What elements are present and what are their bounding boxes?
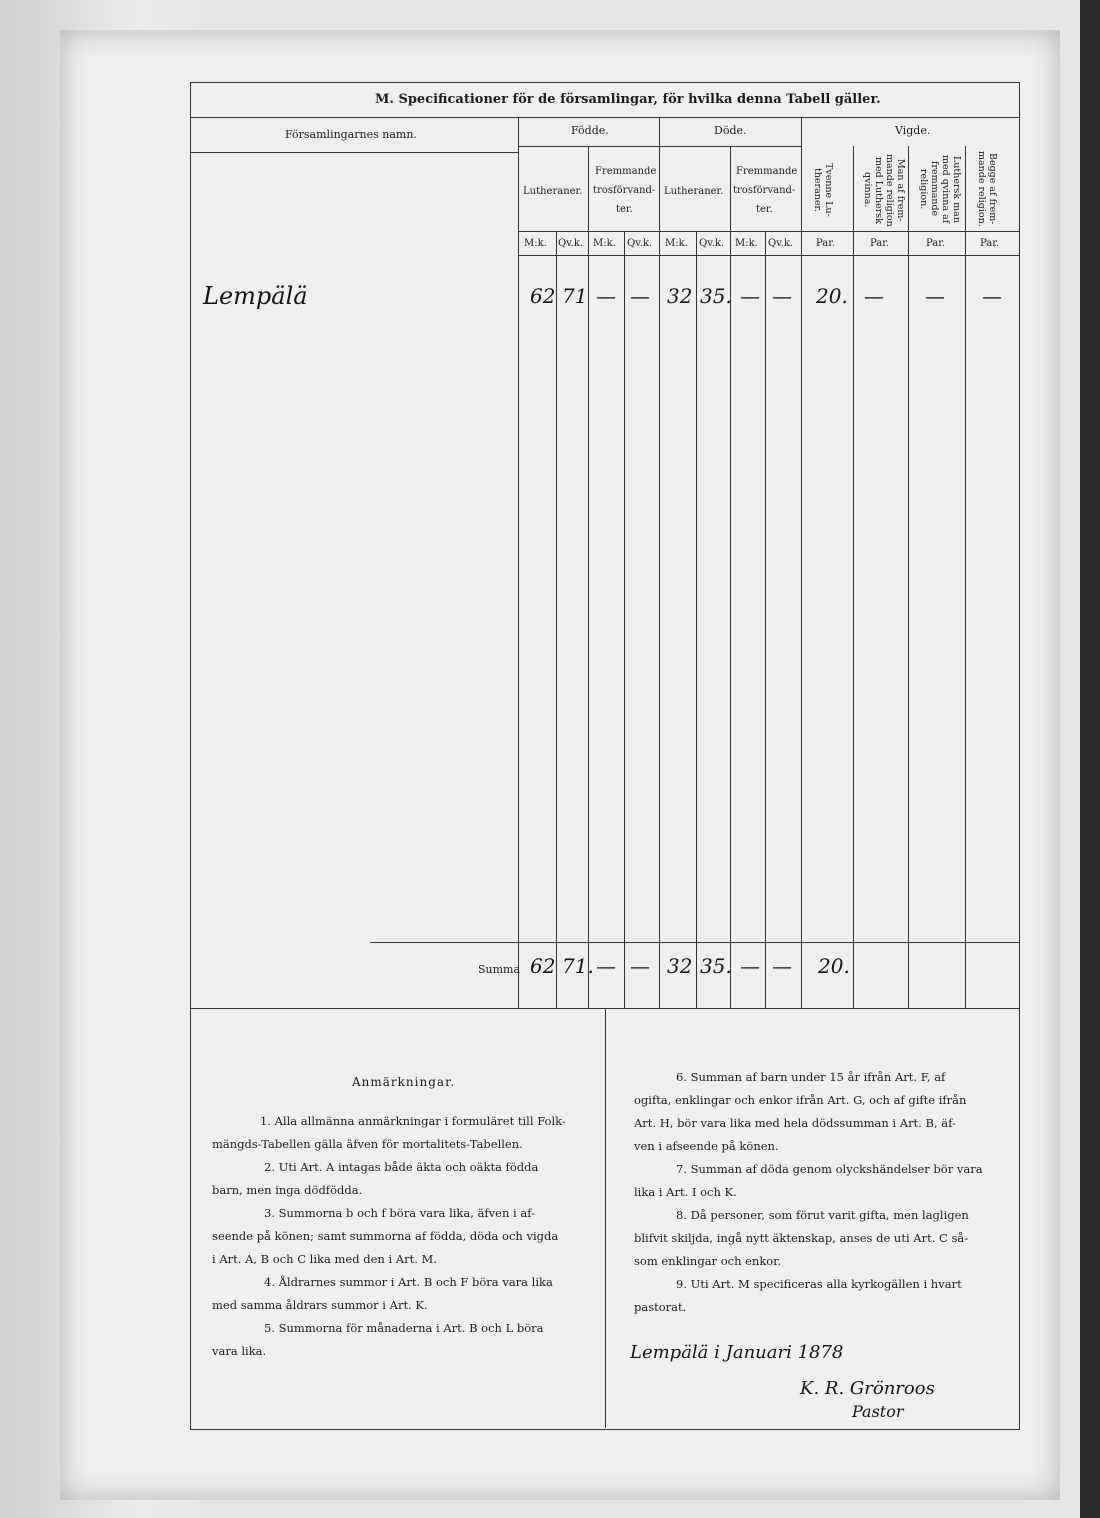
summa-dead-frem-qvk: — [772, 954, 792, 978]
remark-line: mängds-Tabellen gälla äfven för mortalitets-Tabellen. [212, 1137, 523, 1151]
dead-fremmande-header: Fremmande [736, 166, 798, 177]
remark-line: 3. Summorna b och f böra vara lika, äfven i af- [264, 1206, 535, 1220]
born-luth-mk-header: M:k. [524, 238, 547, 249]
born-luth-qvk-header: Qv.k. [558, 238, 584, 249]
rule-born-dead-header [519, 146, 802, 147]
col-line [853, 146, 854, 1008]
table-heading: M. Specificationer för de församlingar, för hvilka denna Tabell gäller. [375, 92, 881, 107]
dead-frem-qvk-cell: — [772, 284, 792, 308]
born-frem-mk-header: M:k. [593, 238, 616, 249]
remark-line: vara lika. [212, 1344, 267, 1358]
dead-frem-mk-cell: — [740, 284, 760, 308]
remark-line: ven i afseende på könen. [634, 1139, 779, 1153]
rule-below-heading [191, 117, 1019, 118]
parish-name-header: Församlingarnes namn. [285, 128, 417, 141]
remarks-divider [605, 1008, 606, 1428]
born-header: Födde. [571, 124, 609, 137]
married-foreign-man-header: Man af frem-mande religion med Luthersk qvinna. [862, 153, 906, 227]
remark-line: 9. Uti Art. M specificeras alla kyrkogällen i hvart [676, 1277, 962, 1291]
dead-luth-qvk-header: Qv.k. [699, 238, 725, 249]
remarks-left [212, 1110, 592, 1363]
remark-line: med samma åldrars summor i Art. K. [212, 1298, 428, 1312]
remark-line: 5. Summorna för månaderna i Art. B och L böra [264, 1321, 544, 1335]
born-frem-qvk-cell: — [630, 284, 650, 308]
col-line [659, 117, 660, 1008]
remark-line: lika i Art. I och K. [634, 1185, 737, 1199]
parish-name-cell: Lempälä [203, 282, 308, 310]
col-line [588, 146, 589, 1008]
col-line [801, 117, 802, 1008]
rule-parish-header [191, 152, 519, 153]
married-foreign-man-cell: — [864, 284, 884, 308]
born-frem-mk-cell: — [596, 284, 616, 308]
born-frem-qvk-header: Qv.k. [627, 238, 653, 249]
remarks-right [634, 1066, 1004, 1319]
remark-line: seende på könen; samt summorna af födda, döda och vigda [212, 1229, 559, 1243]
married-par-header: Par. [870, 238, 890, 249]
dead-ter-header: ter. [756, 204, 773, 215]
born-lutheraner-header: Lutheraner. [523, 186, 583, 197]
remark-line: ogifta, enklingar och enkor ifrån Art. G, och af gifte ifrån [634, 1093, 967, 1107]
summa-born-frem-mk: — [596, 954, 616, 978]
remark-line: blifvit skiljda, ingå nytt äktenskap, anses de uti Art. C så- [634, 1231, 969, 1245]
married-both-foreign-cell: — [982, 284, 1002, 308]
col-line [730, 146, 731, 1008]
married-both-foreign-header: Begge af frem-mande religion. [976, 151, 998, 227]
married-lutheran-pair-cell: 20. [816, 284, 848, 308]
dead-frem-qvk-header: Qv.k. [768, 238, 794, 249]
born-trosforvand-header: trosförvand- [593, 185, 656, 196]
summa-married-lutheran-pair: 20. [818, 954, 850, 978]
signature-place-date: Lempälä i Januari 1878 [630, 1342, 844, 1363]
col-line [765, 231, 766, 1008]
dead-lutheraner-header: Lutheraner. [664, 186, 724, 197]
remark-line: som enklingar och enkor. [634, 1254, 782, 1268]
dead-trosforvand-header: trosförvand- [733, 185, 796, 196]
remark-line: i Art. A, B och C lika med den i Art. M. [212, 1252, 437, 1266]
summa-born-frem-qvk: — [630, 954, 650, 978]
col-line [518, 117, 519, 1008]
married-lutheran-man-header: Luthersk man med qvinna af fremmande religion. [918, 154, 962, 224]
summa-dead-luth-mk: 32 [667, 954, 693, 978]
remark-line: 4. Åldrarnes summor i Art. B och F böra vara lika [264, 1275, 553, 1289]
dead-luth-mk-header: M:k. [665, 238, 688, 249]
remark-line: 2. Uti Art. A intagas både äkta och oäkta födda [264, 1160, 539, 1174]
married-header: Vigde. [895, 124, 931, 137]
remark-line: 6. Summan af barn under 15 år ifrån Art. F, af [676, 1070, 946, 1084]
col-line [908, 146, 909, 1008]
remarks-title: Anmärkningar. [352, 1075, 456, 1089]
col-line [965, 146, 966, 1008]
remark-line: 1. Alla allmänna anmärkningar i formuläret till Folk- [260, 1114, 566, 1128]
remark-line: 7. Summan af döda genom olyckshändelser bör vara [676, 1162, 983, 1176]
signature-title: Pastor [852, 1402, 904, 1421]
summa-label: Summa [478, 963, 521, 976]
rule-summa [370, 942, 1019, 943]
summa-dead-frem-mk: — [740, 954, 760, 978]
remark-line: Art. H, bör vara lika med hela dödssumman i Art. B, äf- [634, 1116, 956, 1130]
summa-born-luth-qvk: 71. [562, 954, 594, 978]
born-luth-mk-cell: 62 [530, 284, 556, 308]
born-ter-header: ter. [616, 204, 633, 215]
rule-subheader [519, 231, 1019, 232]
col-line [624, 231, 625, 1008]
born-fremmande-header: Fremmande [595, 166, 657, 177]
summa-born-luth-mk: 62 [530, 954, 556, 978]
rule-mk-qvk [519, 255, 1019, 256]
dead-luth-qvk-cell: 35. [700, 284, 732, 308]
married-lutheran-pair-header: Tvenne Lu-theraner. [812, 163, 834, 217]
remark-line: 8. Då personer, som förut varit gifta, men lagligen [676, 1208, 969, 1222]
remark-line: pastorat. [634, 1300, 687, 1314]
married-par-header: Par. [816, 238, 836, 249]
married-par-header: Par. [980, 238, 1000, 249]
dead-header: Döde. [714, 124, 747, 137]
dead-luth-mk-cell: 32 [667, 284, 693, 308]
col-line [696, 231, 697, 1008]
born-luth-qvk-cell: 71 [562, 284, 588, 308]
married-par-header: Par. [926, 238, 946, 249]
remark-line: barn, men inga dödfödda. [212, 1183, 363, 1197]
married-lutheran-man-cell: — [925, 284, 945, 308]
col-line [556, 231, 557, 1008]
dead-frem-mk-header: M:k. [735, 238, 758, 249]
summa-dead-luth-qvk: 35. [700, 954, 732, 978]
signature-name: K. R. Grönroos [800, 1378, 935, 1399]
